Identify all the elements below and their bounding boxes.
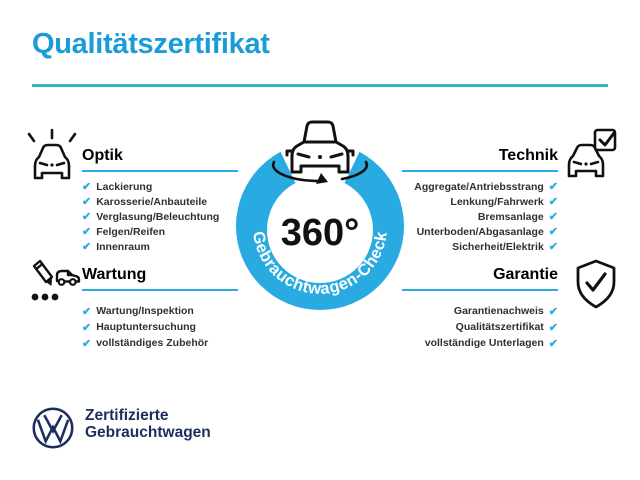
check-icon: ✔ (548, 211, 558, 223)
check-icon: ✔ (548, 305, 558, 318)
degrees-label: 360° (280, 212, 360, 254)
section-title-wartung: Wartung (82, 266, 238, 291)
check-item-label: Verglasung/Beleuchtung (96, 210, 220, 223)
pencil-car-service-icon (24, 258, 82, 304)
check-item-label: Hauptuntersuchung (96, 321, 196, 333)
header-divider (32, 84, 608, 87)
car-front-shine-icon (26, 128, 78, 184)
check-icon: ✔ (82, 181, 92, 193)
check-item-label: Sicherheit/Elektrik (452, 240, 544, 253)
check-item-label: Felgen/Reifen (96, 225, 166, 238)
check-item-label: Qualitätszertifikat (455, 321, 544, 333)
vw-logo (31, 406, 75, 450)
check-item-label: Bremsanlage (477, 210, 544, 223)
page-title: Qualitätszertifikat (32, 28, 270, 60)
section-title-optik: Optik (82, 147, 238, 172)
check-item-label: Unterboden/Abgasanlage (416, 225, 544, 238)
shield-check-icon (574, 258, 618, 310)
check-item-label: Wartung/Inspektion (96, 305, 194, 317)
check-item-label: vollständiges Zubehör (96, 337, 209, 349)
check-icon: ✔ (548, 181, 558, 193)
check-icon: ✔ (548, 321, 558, 334)
check-item-label: Innenraum (96, 240, 150, 253)
check-item-label: Aggregate/Antriebsstrang (414, 180, 544, 193)
brand-line2: Gebrauchtwagen (85, 423, 211, 441)
check-item-label: Lenkung/Fahrwerk (450, 195, 544, 208)
check-item-label: Lackierung (96, 180, 153, 193)
section-title-garantie: Garantie (402, 266, 558, 291)
check-item-label: vollständige Unterlagen (424, 337, 544, 349)
section-title-technik: Technik (402, 147, 558, 172)
brand-text (85, 408, 211, 441)
check-icon: ✔ (548, 196, 558, 208)
360-check-badge (222, 112, 418, 328)
check-item (388, 335, 558, 351)
check-icon: ✔ (82, 321, 92, 334)
check-icon: ✔ (548, 226, 558, 238)
check-icon: ✔ (548, 337, 558, 350)
check-icon: ✔ (82, 241, 92, 253)
ring-label: Gebrauchtwagen-Check (248, 229, 391, 299)
car-checkbox-icon (564, 128, 618, 180)
check-item-label: Garantienachweis (453, 305, 544, 317)
check-icon: ✔ (548, 241, 558, 253)
check-icon: ✔ (82, 305, 92, 318)
check-icon: ✔ (82, 226, 92, 238)
check-icon: ✔ (82, 211, 92, 223)
check-icon: ✔ (82, 337, 92, 350)
check-item-label: Karosserie/Anbauteile (96, 195, 208, 208)
check-item (82, 335, 252, 351)
brand-line1: Zertifizierte (85, 407, 169, 424)
check-icon: ✔ (82, 196, 92, 208)
